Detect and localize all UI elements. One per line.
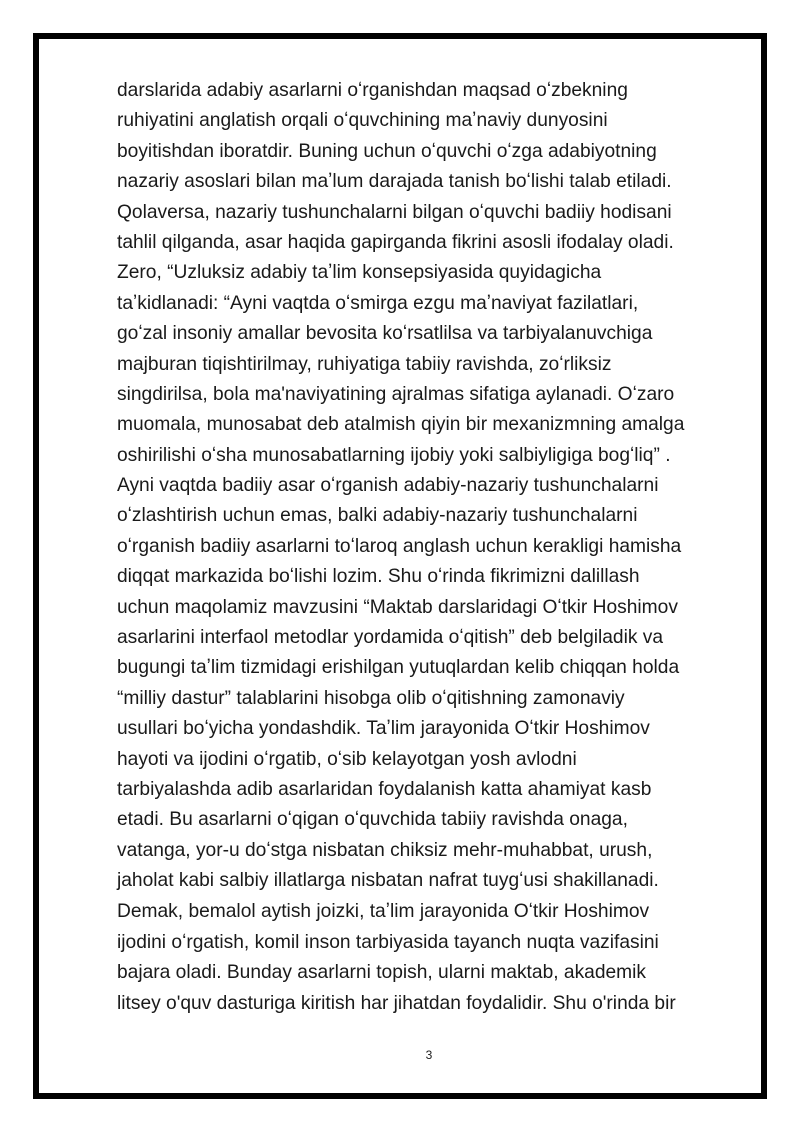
text-line: hayoti va ijodini oʻrgatib, oʻsib kelayotgan yosh avlodni	[117, 748, 577, 770]
text-line: “milliy dastur” talablarini hisobga olib oʻqitishning zamonaviy	[117, 687, 625, 709]
text-line: bajara oladi. Bunday asarlarni topish, ularni maktab, akademik	[117, 962, 647, 984]
text-line: usullari boʻyicha yondashdik. Taʼlim jarayonida Oʻtkir Hoshimov	[117, 718, 650, 740]
text-line: vatanga, yor-u doʻstga nisbatan chiksiz mehr-muhabbat, urush,	[117, 839, 653, 861]
text-line: bugungi taʼlim tizmidagi erishilgan yutuqlardan kelib chiqqan holda	[117, 657, 680, 679]
text-line: darslarida adabiy asarlarni oʻrganishdan maqsad oʻzbekning	[117, 80, 628, 101]
text-line: litsey o'quv dasturiga kiritish har jihatdan foydalidir. Shu o'rinda bir	[117, 992, 676, 1014]
text-line: boyitishdan iboratdir. Buning uchun oʻquvchi oʻzga adabiyotning	[117, 140, 657, 162]
text-line: goʻzal insoniy amallar bevosita koʻrsatlilsa va tarbiyalanuvchiga	[117, 323, 653, 345]
text-line: tahlil qilganda, asar haqida gapirganda fikrini asosli ifodalay oladi.	[117, 231, 674, 253]
text-line: etadi. Bu asarlarni oʻqigan oʻquvchida tabiiy ravishda onaga,	[117, 809, 628, 831]
text-line: Demak, bemalol aytish joizki, taʼlim jarayonida Oʻtkir Hoshimov	[117, 900, 650, 922]
text-line: ijodini oʻrgatish, komil inson tarbiyasida tayanch nuqta vazifasini	[117, 932, 659, 953]
text-line: Ayni vaqtda badiiy asar oʻrganish adabiy-nazariy tushunchalarni	[117, 475, 659, 497]
text-line: oshirilishi oʻsha munosabatlarning ijobiy yoki salbiyligiga bogʻliq” .	[117, 444, 671, 466]
text-line: ruhiyatini anglatish orqali oʻquvchining maʼnaviy dunyosini	[117, 110, 608, 132]
text-line: oʻzlashtirish uchun emas, balki adabiy-nazariy tushunchalarni	[117, 505, 638, 527]
text-line: tarbiyalashda adib asarlaridan foydalanish katta ahamiyat kasb	[117, 778, 652, 800]
text-line: jaholat kabi salbiy illatlarga nisbatan nafrat tuygʻusi shakillanadi.	[117, 870, 659, 892]
text-line: Zero, “Uzluksiz adabiy taʼlim konsepsiyasida quyidagicha	[117, 262, 602, 284]
text-line: muomala, munosabat deb atalmish qiyin bir mexanizmning amalga	[117, 414, 685, 436]
text-line: nazariy asoslari bilan maʼlum darajada tanish boʻlishi talab etiladi.	[117, 171, 672, 193]
text-line: majburan tiqishtirilmay, ruhiyatiga tabiiy ravishda, zoʻrliksiz	[117, 353, 612, 375]
body-paragraph-main	[117, 76, 747, 927]
text-line: taʼkidlanadi: “Ayni vaqtda oʻsmirga ezgu maʼnaviyat fazilatlari,	[117, 292, 639, 314]
text-line: uchun maqolamiz mavzusini “Maktab darslaridagi Oʻtkir Hoshimov	[117, 596, 678, 618]
text-line: asarlarini interfaol metodlar yordamida oʻqitish” deb belgiladik va	[117, 627, 664, 649]
page-number: 3	[425, 1048, 433, 1062]
text-line: diqqat markazida boʻlishi lozim. Shu oʻrinda fikrimizni dalillash	[117, 566, 640, 588]
text-line: Qolaversa, nazariy tushunchalarni bilgan oʻquvchi badiiy hodisani	[117, 201, 672, 223]
text-line: oʻrganish badiiy asarlarni toʻlaroq anglash uchun kerakligi hamisha	[117, 535, 682, 557]
body-paragraph-continuation	[117, 928, 747, 1019]
text-line: singdirilsa, bola ma'naviyatining ajralmas sifatiga aylanadi. Oʻzaro	[117, 383, 675, 405]
